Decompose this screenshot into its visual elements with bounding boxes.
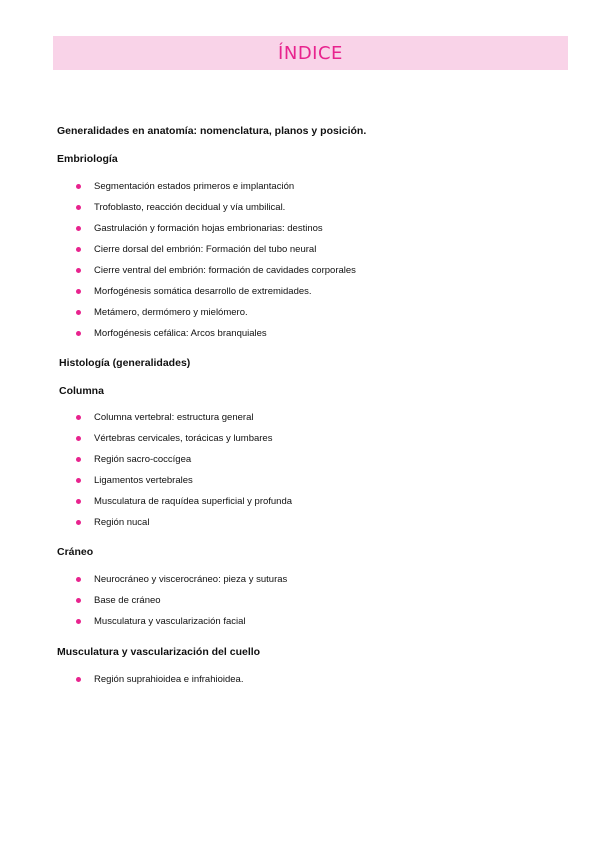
list-item: Columna vertebral: estructura general <box>76 412 292 433</box>
pink-bullet-icon <box>76 268 81 273</box>
list-cuello <box>76 674 243 695</box>
section-title-embriologia: Embriología <box>57 153 118 165</box>
pink-bullet-icon <box>76 499 81 504</box>
list-item: Región nucal <box>76 517 292 538</box>
index-title-banner <box>53 36 568 70</box>
list-item: Trofoblasto, reacción decidual y vía umbilical. <box>76 202 356 223</box>
pink-bullet-icon <box>76 415 81 420</box>
section-title-cuello: Musculatura y vascularización del cuello <box>57 646 261 658</box>
pink-bullet-icon <box>76 598 81 603</box>
list-item: Morfogénesis somática desarrollo de extremidades. <box>76 286 356 307</box>
list-item: Musculatura de raquídea superficial y profunda <box>76 496 292 517</box>
list-columna <box>76 412 292 538</box>
pink-bullet-icon <box>76 619 81 624</box>
list-item: Neurocráneo y viscerocráneo: pieza y suturas <box>76 574 287 595</box>
list-item: Región suprahioidea e infrahioidea. <box>76 674 243 695</box>
pink-bullet-icon <box>76 436 81 441</box>
section-title-generalidades: Generalidades en anatomía: nomenclatura, planos y posición. <box>57 125 367 137</box>
pink-bullet-icon <box>76 677 81 682</box>
list-item: Cierre ventral del embrión: formación de cavidades corporales <box>76 265 356 286</box>
index-title: ÍNDICE <box>278 42 343 64</box>
pink-bullet-icon <box>76 184 81 189</box>
pink-bullet-icon <box>76 577 81 582</box>
pink-bullet-icon <box>76 478 81 483</box>
list-item: Vértebras cervicales, torácicas y lumbares <box>76 433 292 454</box>
list-item: Morfogénesis cefálica: Arcos branquiales <box>76 328 356 349</box>
list-item: Musculatura y vascularización facial <box>76 616 287 637</box>
pink-bullet-icon <box>76 247 81 252</box>
list-item: Base de cráneo <box>76 595 287 616</box>
pink-bullet-icon <box>76 289 81 294</box>
pink-bullet-icon <box>76 457 81 462</box>
pink-bullet-icon <box>76 226 81 231</box>
pink-bullet-icon <box>76 205 81 210</box>
list-item: Ligamentos vertebrales <box>76 475 292 496</box>
section-title-craneo: Cráneo <box>57 546 94 558</box>
pink-bullet-icon <box>76 520 81 525</box>
list-craneo <box>76 574 287 637</box>
list-item: Gastrulación y formación hojas embrionarias: destinos <box>76 223 356 244</box>
list-item: Metámero, dermómero y mielómero. <box>76 307 356 328</box>
section-title-histologia: Histología (generalidades) <box>59 357 191 369</box>
pink-bullet-icon <box>76 310 81 315</box>
pink-bullet-icon <box>76 331 81 336</box>
list-item: Cierre dorsal del embrión: Formación del tubo neural <box>76 244 356 265</box>
list-item: Región sacro-coccígea <box>76 454 292 475</box>
list-item: Segmentación estados primeros e implantación <box>76 181 356 202</box>
section-title-columna: Columna <box>59 385 104 397</box>
list-embriologia <box>76 181 356 349</box>
